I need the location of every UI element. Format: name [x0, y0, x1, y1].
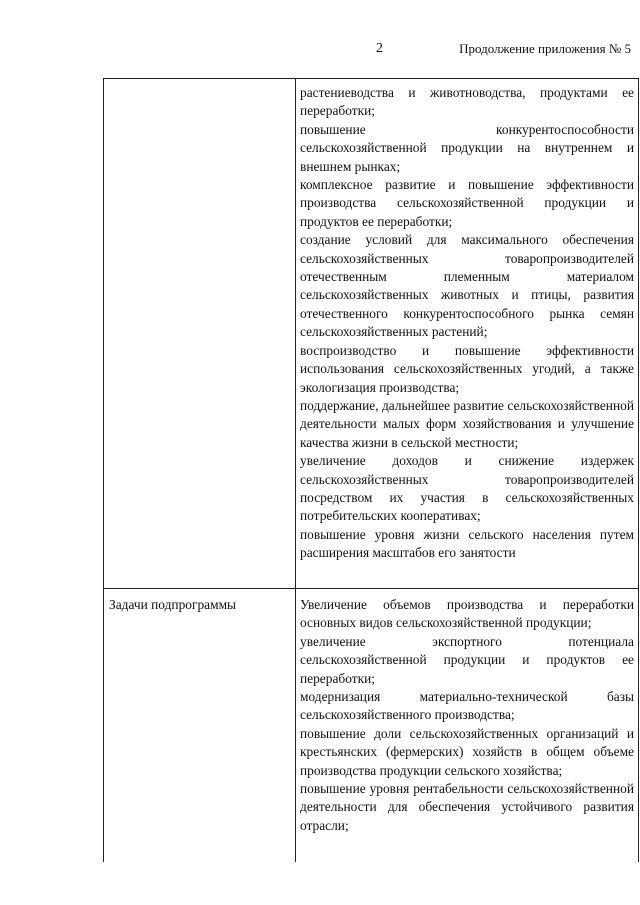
goals-continuation-cell — [300, 84, 634, 563]
task-item: увеличение экспортного потенциала сельскохозяйственной продукции и продуктов ее переработки; — [300, 633, 634, 686]
goal-item: повышение конкурентоспособности сельскохозяйственной продукции на внутреннем и внешнем рынках; — [300, 121, 634, 174]
goal-item: воспроизводство и повышение эффективности использования сельскохозяйственных угодий, а также экологизация производства; — [300, 342, 634, 395]
column-divider — [295, 79, 296, 862]
page-number: 2 — [376, 41, 383, 56]
program-table — [103, 78, 639, 862]
goal-item: повышение уровня жизни сельского населения путем расширения масштабов его занятости — [300, 526, 634, 561]
appendix-caption: Продолжение приложения № 5 — [459, 41, 631, 56]
task-item: повышение доли сельскохозяйственных организаций и крестьянских (фермерских) хозяйств в общем объеме производства продукции сельского хозяйства; — [300, 725, 634, 778]
goal-item: создание условий для максимального обеспечения сельскохозяйственных товаропроизводителей отечественным племенным материалом сельскохозяйственных животных и птицы, развития отечественного конкурентоспособного рынка семян сельскохозяйственных растений; — [300, 232, 634, 340]
goal-item: комплексное развитие и повышение эффективности производства сельскохозяйственной продукции и продуктов ее переработки; — [300, 177, 634, 229]
task-item: Увеличение объемов производства и переработки основных видов сельскохозяйственной продукции; — [300, 597, 634, 631]
task-item: модернизация материально-технической базы сельскохозяйственного производства; — [300, 689, 634, 723]
tasks-label: Задачи подпрограммы — [109, 597, 237, 612]
goal-item: увеличение доходов и снижение издержек сельскохозяйственных товаропроизводителей посредством их участия в сельскохозяйственных потребительских кооперативах; — [300, 453, 634, 524]
goal-item: растениеводства и животноводства, продуктами ее переработки; — [300, 85, 634, 119]
task-item: повышение уровня рентабельности сельскохозяйственной деятельности для обеспечения устойчивого развития отрасли; — [300, 781, 634, 833]
goal-item: поддержание, дальнейшее развитие сельскохозяйственной деятельности малых форм хозяйствования и улучшение качества жизни в сельской местности; — [300, 397, 634, 450]
row-divider — [104, 588, 638, 589]
tasks-cell — [300, 596, 634, 835]
